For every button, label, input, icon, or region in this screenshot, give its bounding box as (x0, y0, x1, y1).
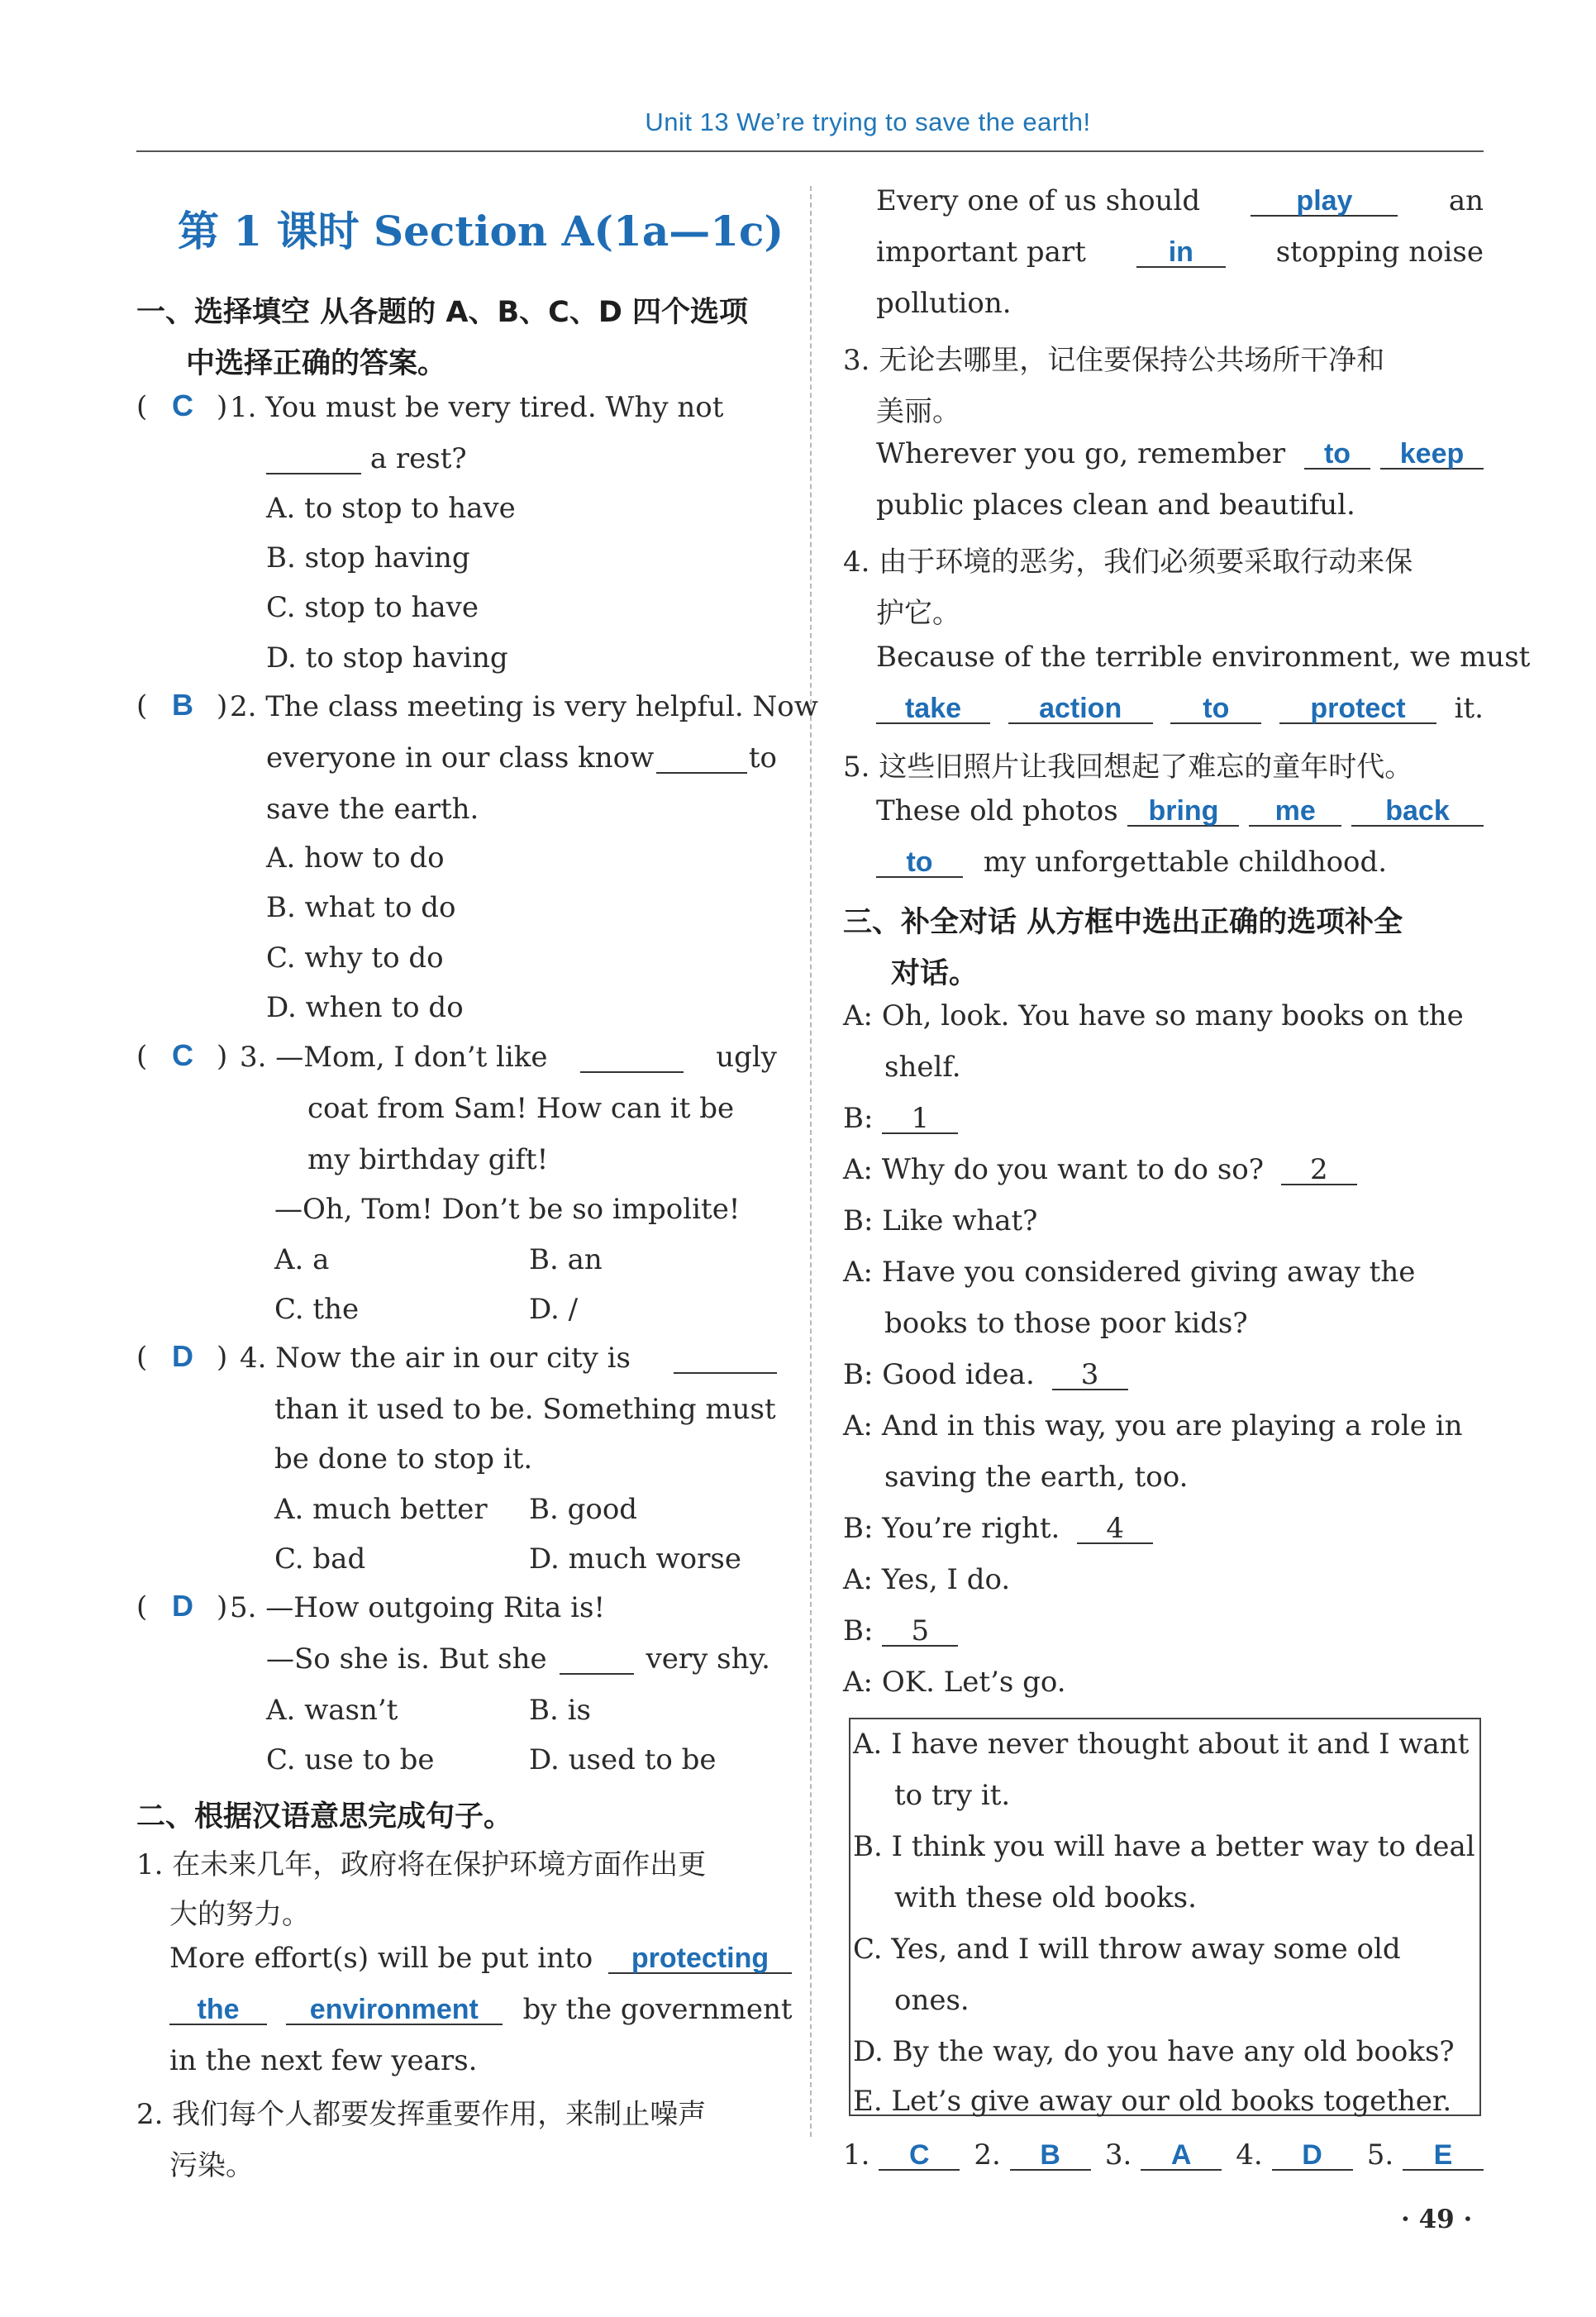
sentence-2-english-line3: pollution. (876, 287, 1012, 320)
sentence-4-line2-after: it. (1454, 692, 1484, 725)
option-c-text: C. Yes, and I will throw away some old (853, 1933, 1401, 1966)
question-1-option-c: C. stop to have (266, 591, 479, 624)
question-3-line1-after: ugly (716, 1041, 777, 1074)
sentence-4-english-line2 (876, 694, 1484, 724)
sentence-2-blank-2: in (1136, 238, 1226, 268)
dialogue-line-11: A: OK. Let’s go. (843, 1666, 1066, 1699)
option-a-text: A. I have never thought about it and I want (853, 1728, 1470, 1761)
dialogue-line-10-speaker: B: (843, 1614, 874, 1647)
question-5-answer: D (172, 1589, 193, 1623)
question-1-option-b: B. stop having (266, 541, 470, 574)
answer-5-value: E (1403, 2141, 1484, 2171)
sentence-1-chinese-line1: 1. 在未来几年，政府将在保护环境方面作出更 (136, 1848, 707, 1881)
dialogue-line-8 (843, 1514, 1153, 1544)
column-divider (810, 186, 812, 2137)
option-b-cont: with these old books. (894, 1881, 1197, 1914)
sentence-4-english-line1 (876, 641, 1531, 674)
header-rule (136, 150, 1484, 152)
option-d: D. By the way, do you have any old books? (853, 2035, 1455, 2068)
answer-3-value: A (1141, 2141, 1222, 2171)
answer-item-1 (843, 2138, 960, 2172)
sentence-1-chinese-line2: 大的努力。 (169, 1898, 310, 1931)
dialogue-line-2-speaker: B: (843, 1102, 874, 1135)
option-e: E. Let’s give away our old books together. (853, 2085, 1452, 2118)
dialogue-line-5 (843, 1256, 1484, 1289)
answer-1-num: 1. (843, 2138, 870, 2172)
question-4-option-c: C. bad (274, 1542, 366, 1576)
question-1-blank (266, 445, 361, 474)
question-2-line2-text: everyone in our class know (266, 741, 655, 775)
dialogue-blank-5: 5 (882, 1617, 958, 1647)
dialogue-line-3 (843, 1153, 1357, 1186)
question-4-line1-text: 4. Now the air in our city is (240, 1342, 631, 1375)
question-5-paren-close: ) (217, 1590, 228, 1623)
sentence-1-chinese (136, 1842, 777, 1882)
sentence-2-text: Every one of us should (876, 184, 1201, 217)
question-4-paren-close: ) (217, 1341, 228, 1374)
dialogue-line-5-cont: books to those poor kids? (884, 1307, 1248, 1340)
sentence-1-blank-2: the (169, 1995, 267, 2025)
question-4-option-a: A. much better (274, 1493, 488, 1526)
section1-heading: 一、选择填空 从各题的 A、B、C、D 四个选项 (136, 296, 749, 329)
answer-item-5 (1366, 2138, 1484, 2172)
answer-1-value: C (879, 2141, 960, 2171)
question-1-line1: 1. You must be very tired. Why not (230, 391, 724, 424)
dialogue-line-8-text: B: You’re right. (843, 1512, 1060, 1545)
question-2-blank (656, 744, 747, 774)
question-4-line2-text: than it used to be. Something must (274, 1393, 776, 1426)
sentence-1-english-line3: in the next few years. (169, 2044, 478, 2077)
question-5-line2 (266, 1642, 770, 1676)
sentence-3-blank-1: to (1304, 440, 1370, 470)
sentence-4-blank-2: action (1008, 694, 1153, 724)
sentence-5-text: These old photos (876, 794, 1118, 827)
question-3-paren: ( (136, 1040, 148, 1073)
question-3-answer: C (172, 1038, 193, 1072)
question-2-line2-after: to (748, 741, 777, 775)
question-3-line3: my birthday gift! (307, 1143, 549, 1176)
question-1-answer: C (172, 389, 193, 422)
sentence-4-blank-1: take (876, 694, 990, 724)
sentence-2-line1-after: an (1448, 184, 1484, 217)
dialogue-blank-4: 4 (1077, 1514, 1153, 1544)
sentence-2-chinese (136, 2091, 777, 2132)
question-3-line1 (240, 1043, 777, 1073)
question-3-option-d: D. / (529, 1293, 579, 1326)
sentence-2-line2-text: important part (876, 236, 1086, 269)
question-4-line3: be done to stop it. (274, 1442, 533, 1476)
option-c (853, 1933, 1477, 1966)
dialogue-line-3-text: A: Why do you want to do so? (843, 1153, 1264, 1186)
dialogue-line-5-text: A: Have you considered giving away the (843, 1256, 1416, 1289)
question-3-option-c: C. the (274, 1293, 360, 1326)
question-2-option-a: A. how to do (266, 841, 445, 875)
dialogue-line-7-text: A: And in this way, you are playing a role in (843, 1409, 1463, 1442)
question-3-line2 (307, 1094, 777, 1123)
sentence-4-text: Because of the terrible environment, we must (876, 641, 1531, 674)
sentence-5-blank-4: to (876, 848, 963, 878)
question-1-paren-close: ) (217, 390, 228, 423)
sentence-4-chinese-line2: 护它。 (876, 597, 960, 630)
question-3-option-b: B. an (529, 1243, 603, 1276)
question-3-line2-text: coat from Sam! How can it be (307, 1092, 735, 1125)
dialogue-blank-3: 3 (1052, 1361, 1128, 1390)
question-3-line1-text: 3. —Mom, I don’t like (240, 1041, 548, 1074)
sentence-3-chinese-line2: 美丽。 (876, 395, 960, 428)
sentence-2-line2-after: stopping noise (1275, 236, 1484, 269)
sentence-3-english-line1 (876, 437, 1484, 470)
sentence-3-blank-2: keep (1380, 440, 1484, 470)
sentence-5-blank-2: me (1249, 797, 1341, 827)
dialogue-line-6 (843, 1358, 1128, 1391)
option-a (853, 1728, 1477, 1761)
question-5-line2-text: —So she is. But she (266, 1642, 547, 1676)
sentence-5-blank-3: back (1351, 797, 1484, 827)
sentence-3-text: Wherever you go, remember (876, 437, 1286, 470)
sentence-2-blank-1: play (1251, 187, 1398, 217)
sentence-1-english-line1 (169, 1944, 792, 1974)
question-4-line2 (274, 1393, 777, 1426)
question-1-paren: ( (136, 390, 148, 423)
question-5-paren: ( (136, 1590, 148, 1623)
sentence-5-english-line2 (876, 848, 1387, 878)
sentence-5-chinese: 5. 这些旧照片让我回想起了难忘的童年时代。 (843, 751, 1413, 784)
answer-row (843, 2138, 1484, 2172)
answer-2-num: 2. (974, 2138, 1001, 2172)
sentence-1-line2-text: by the government (522, 1993, 793, 2026)
sentence-4-blank-4: protect (1279, 694, 1436, 724)
sentence-1-english-line2 (169, 1995, 793, 2025)
answer-item-3 (1104, 2138, 1222, 2172)
sentence-3-chinese (843, 337, 1484, 378)
sentence-4-chinese-line1: 4. 由于环境的恶劣，我们必须要采取行动来保 (843, 546, 1413, 579)
question-3-line4: —Oh, Tom! Don’t be so impolite! (274, 1193, 741, 1226)
question-2-option-b: B. what to do (266, 891, 456, 924)
answer-4-value: D (1272, 2141, 1353, 2171)
sentence-2-chinese-line1: 2. 我们每个人都要发挥重要作用，来制止噪声 (136, 2098, 707, 2131)
question-2-option-c: C. why to do (266, 942, 444, 975)
question-2-option-d: D. when to do (266, 991, 464, 1024)
question-5-option-b: B. is (529, 1694, 591, 1727)
sentence-1-blank-3: environment (286, 1995, 503, 2025)
answer-item-2 (974, 2138, 1090, 2172)
page-number: · 49 · (1401, 2205, 1473, 2234)
section2-heading: 二、根据汉语意思完成句子。 (136, 1800, 513, 1833)
sentence-2-chinese-line2: 污染。 (169, 2149, 254, 2182)
question-2-paren: ( (136, 689, 148, 722)
question-2-paren-close: ) (217, 689, 228, 722)
option-c-cont: ones. (894, 1984, 970, 2017)
question-2-line3: save the earth. (266, 793, 479, 826)
question-1-line2 (266, 442, 467, 475)
question-4-answer: D (172, 1339, 193, 1373)
option-b (853, 1830, 1477, 1863)
sentence-5-english-line1 (876, 794, 1484, 827)
answer-item-4 (1236, 2138, 1352, 2172)
sentence-3-chinese-line1: 3. 无论去哪里，记住要保持公共场所干净和 (843, 344, 1385, 377)
question-2-line2 (266, 741, 777, 775)
dialogue-line-10 (843, 1614, 958, 1647)
section3-heading: 三、补全对话 从方框中选出正确的选项补全 (843, 906, 1403, 939)
dialogue-line-2 (843, 1104, 958, 1134)
answer-3-num: 3. (1104, 2138, 1132, 2172)
question-3-blank (580, 1043, 684, 1073)
question-1-line2-text: a rest? (369, 442, 467, 475)
dialogue-line-6-text: B: Good idea. (843, 1358, 1035, 1391)
question-5-option-a: A. wasn’t (266, 1694, 398, 1727)
sentence-2-english-line2 (876, 238, 1484, 268)
dialogue-blank-1: 1 (882, 1104, 958, 1134)
question-4-option-b: B. good (529, 1493, 638, 1526)
dialogue-line-7 (843, 1409, 1484, 1442)
sentence-1-text: More effort(s) will be put into (169, 1942, 593, 1975)
question-1-option-a: A. to stop to have (266, 492, 516, 525)
answer-5-num: 5. (1366, 2138, 1394, 2172)
dialogue-line-7-cont: saving the earth, too. (884, 1461, 1189, 1494)
lesson-title: 第 1 课时 Section A(1a—1c) (178, 207, 784, 255)
question-5-line2-after: very shy. (646, 1642, 770, 1676)
section3-heading-cont: 对话。 (891, 957, 979, 990)
question-5-option-c: C. use to be (266, 1743, 435, 1776)
answer-4-num: 4. (1236, 2138, 1263, 2172)
question-1-option-d: D. to stop having (266, 641, 508, 675)
dialogue-line-1 (843, 999, 1484, 1032)
question-1-text (230, 393, 775, 422)
sentence-3-english-line2: public places clean and beautiful. (876, 489, 1355, 522)
dialogue-line-1-text: A: Oh, look. You have so many books on the (843, 999, 1464, 1032)
option-b-text: B. I think you will have a better way to deal (853, 1830, 1475, 1863)
section1-heading-cont: 中选择正确的答案。 (186, 347, 447, 380)
question-4-option-d: D. much worse (529, 1542, 741, 1576)
dialogue-line-4: B: Like what? (843, 1204, 1038, 1237)
sentence-4-chinese (843, 539, 1484, 579)
question-4-blank (674, 1344, 777, 1374)
question-5-blank (560, 1645, 634, 1675)
question-4-line1 (240, 1344, 777, 1374)
question-4-paren: ( (136, 1341, 148, 1374)
question-5-option-d: D. used to be (529, 1743, 717, 1776)
question-3-paren-close: ) (217, 1040, 228, 1073)
question-3-option-a: A. a (274, 1243, 330, 1276)
dialogue-line-9: A: Yes, I do. (843, 1563, 1011, 1596)
sentence-1-blank-1: protecting (608, 1944, 792, 1974)
sentence-2-english-line1 (876, 184, 1484, 217)
sentence-5-blank-1: bring (1127, 797, 1239, 827)
question-2-line1: 2. The class meeting is very helpful. Now (230, 690, 818, 723)
option-a-cont: to try it. (894, 1779, 1011, 1812)
dialogue-blank-2: 2 (1281, 1156, 1357, 1185)
question-5-line1: 5. —How outgoing Rita is! (230, 1591, 606, 1624)
sentence-5-line2-after: my unforgettable childhood. (983, 846, 1388, 879)
dialogue-line-1-cont: shelf. (884, 1051, 961, 1084)
question-2-answer: B (172, 688, 193, 722)
sentence-4-blank-3: to (1170, 694, 1261, 724)
running-header: Unit 13 We’re trying to save the earth! (645, 107, 1091, 136)
answer-2-value: B (1010, 2141, 1091, 2171)
